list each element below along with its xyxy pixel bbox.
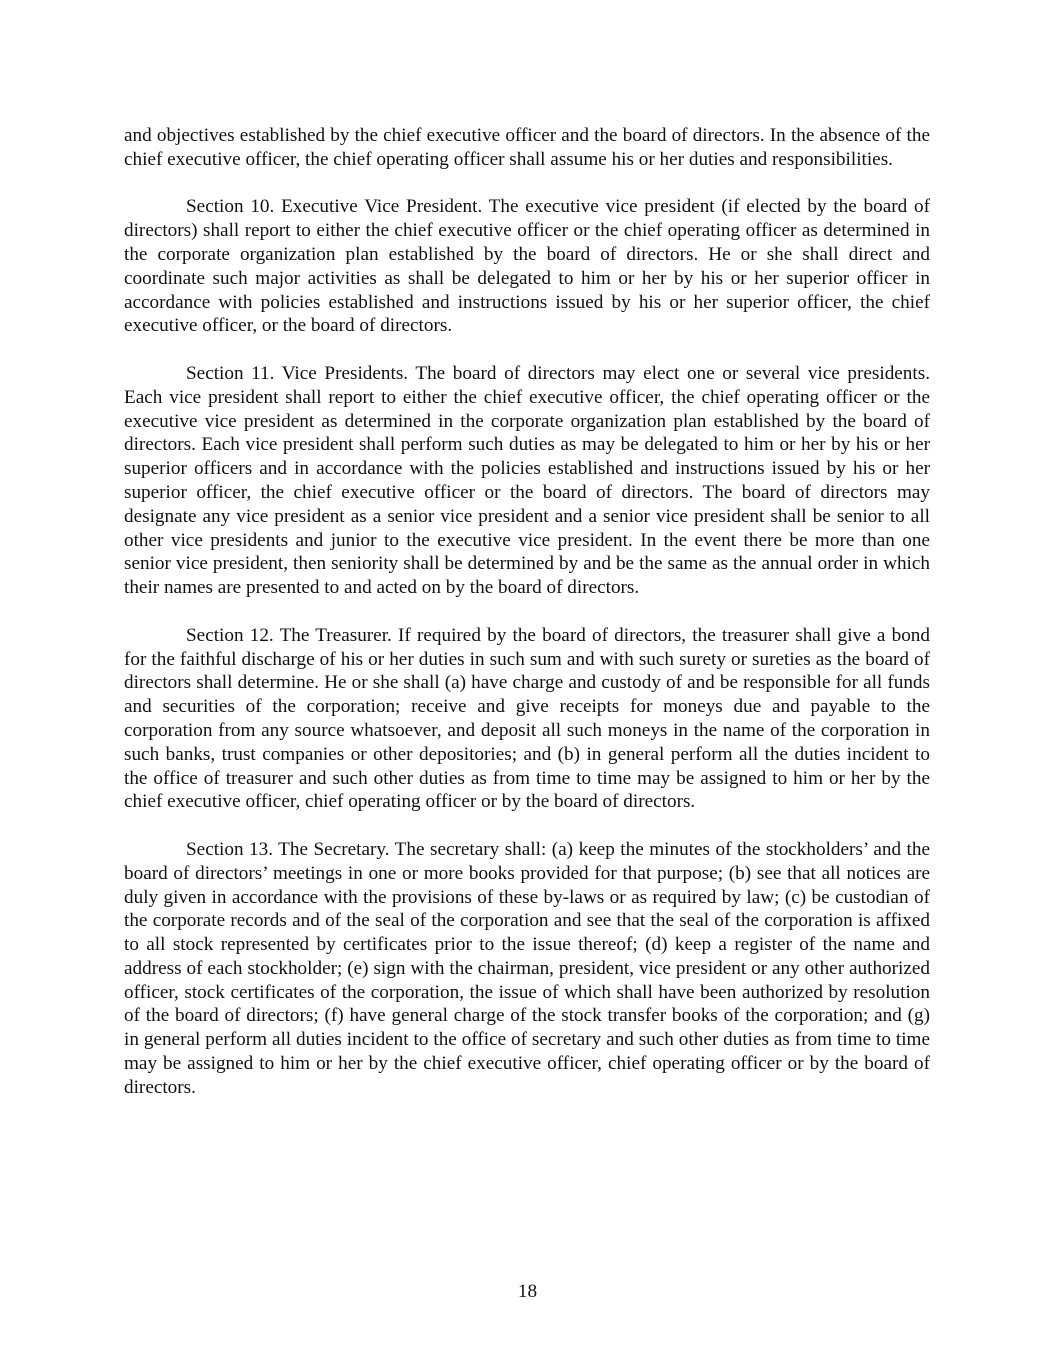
page-number: 18 [517, 1281, 538, 1302]
document-page [124, 124, 930, 1123]
paragraph-section-10: Section 10. Executive Vice President. The executive vice president (if elected by the board of directors) shall report to either the chief executive officer or the chief operating officer as determined in the corporate organization plan established by the board of directors. He or she shall direct and coordinate such major activities as shall be delegated to him or her by his or her superior officer in accordance with policies established and instructions issued by his or her superior officer, the chief executive officer, or the board of directors. [124, 196, 930, 337]
paragraph-continuation: and objectives established by the chief executive officer and the board of directors. In the absence of the chief executive officer, the chief operating officer shall assume his or her duties and responsibilities. [124, 125, 930, 170]
paragraph-section-13: Section 13. The Secretary. The secretary shall: (a) keep the minutes of the stockholders’ and the board of directors’ meetings in one or more books provided for that purpose; (b) see that all notices are duly given in accordance with the provisions of these by-laws or as required by law; (c) be custodian of the corporate records and of the seal of the corporation and see that the seal of the corporation is affixed to all stock represented by certificates prior to the issue thereof; (d) keep a register of the name and address of each stockholder; (e) sign with the chairman, president, vice president or any other authorized officer, stock certificates of the corporation, the issue of which shall have been authorized by resolution of the board of directors; (f) have general charge of the stock transfer books of the corporation; and (g) in general perform all duties incident to the office of secretary and such other duties as from time to time may be assigned to him or her by the chief executive officer, chief operating officer or by the board of directors. [124, 838, 930, 1098]
paragraph-section-12: Section 12. The Treasurer. If required by the board of directors, the treasurer shall give a bond for the faithful discharge of his or her duties in such sum and with such surety or sureties as the board of directors shall determine. He or she shall (a) have charge and custody of and be responsible for all funds and securities of the corporation; receive and give receipts for moneys due and payable to the corporation from any source whatsoever, and deposit all such moneys in the name of the corporation in such banks, trust companies or other depositories; and (b) in general perform all the duties incident to the office of treasurer and such other duties as from time to time may be assigned to him or her by the chief executive officer, chief operating officer or by the board of directors. [124, 624, 930, 813]
paragraph-section-11: Section 11. Vice Presidents. The board of directors may elect one or several vice presidents. Each vice president shall report to either the chief executive officer, the chief operating officer or the executive vice president as determined in the corporate organization plan established by the board of directors. Each vice president shall perform such duties as may be delegated to him or her by his or her superior officers and in accordance with the policies established and instructions issued by his or her superior officer, the chief executive officer or the board of directors. The board of directors may designate any vice president as a senior vice president and a senior vice president shall be senior to all other vice presidents and junior to the executive vice president. In the event there be more than one senior vice president, then seniority shall be determined by and be the same as the annual order in which their names are presented to and acted on by the board of directors. [124, 362, 930, 599]
